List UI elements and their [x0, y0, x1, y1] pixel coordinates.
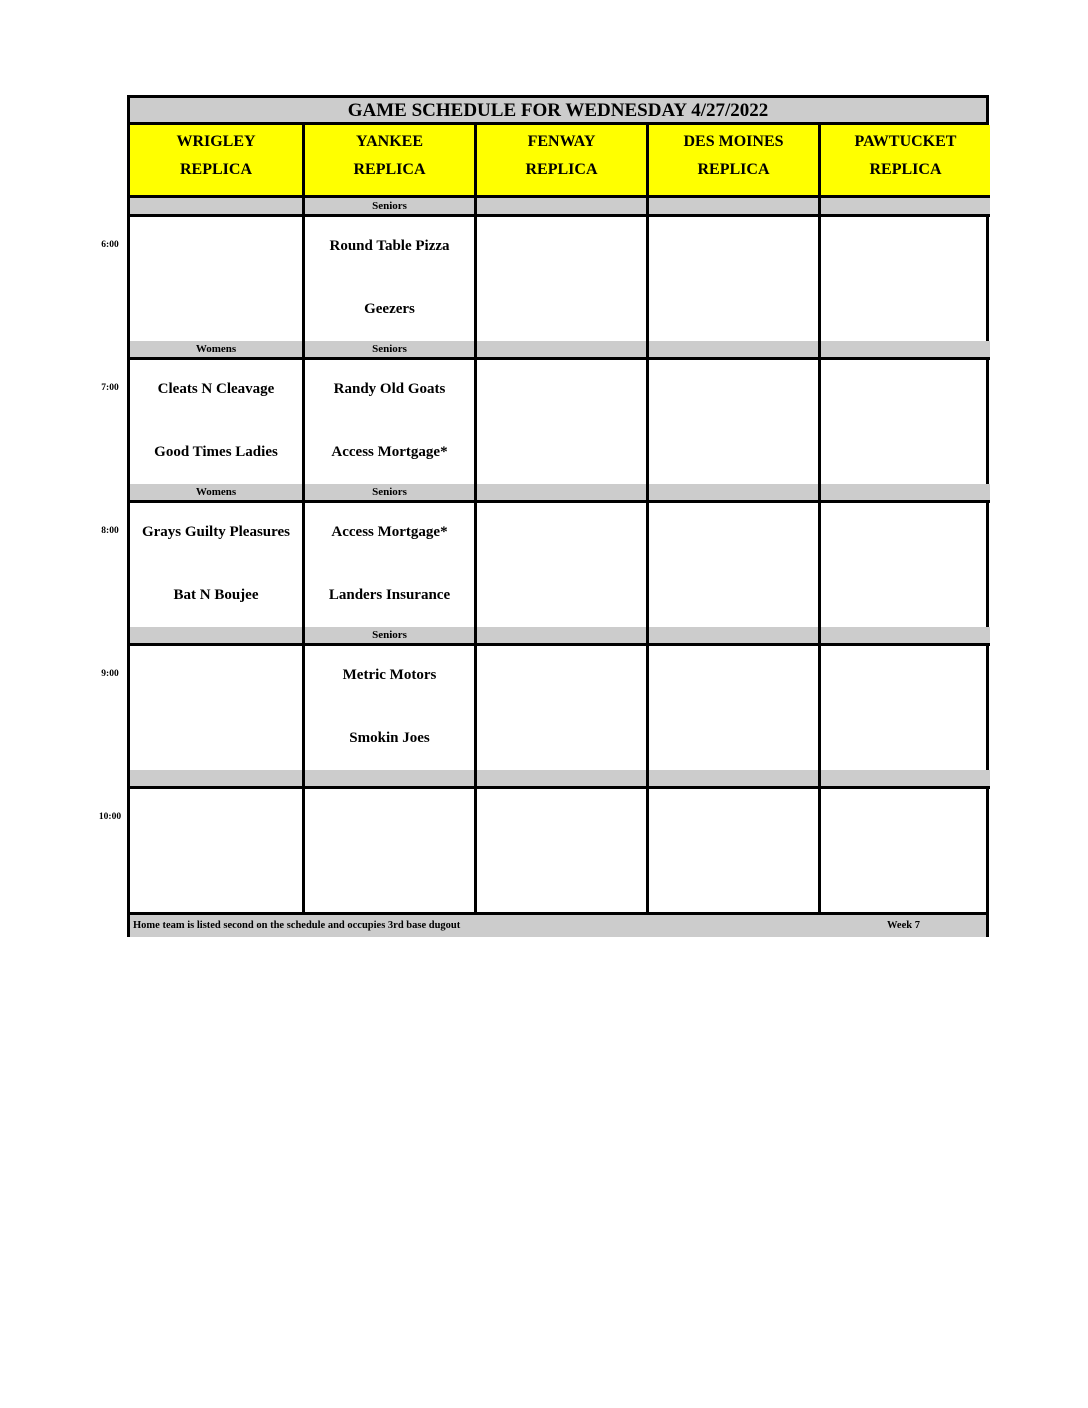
away-team: Grays Guilty Pleasures — [141, 524, 291, 540]
division-label — [305, 770, 474, 789]
time-label: 9:00 — [101, 669, 119, 679]
game-cell — [305, 503, 474, 630]
away-team: Randy Old Goats — [333, 381, 446, 397]
time-label: 10:00 — [98, 812, 122, 822]
game-cell — [477, 217, 646, 344]
division-label — [821, 484, 990, 503]
division-label — [130, 198, 302, 217]
division-label — [130, 627, 302, 646]
schedule-title: GAME SCHEDULE FOR WEDNESDAY 4/27/2022 — [130, 98, 986, 125]
division-label: Womens — [130, 484, 302, 503]
game-cell — [477, 503, 646, 630]
game-cell — [477, 360, 646, 487]
venue-name: FENWAY — [527, 133, 596, 150]
game-cell — [305, 217, 474, 344]
division-label — [477, 484, 646, 503]
schedule-footer — [130, 912, 986, 937]
game-cell — [649, 789, 818, 913]
game-cell — [821, 360, 990, 487]
venue-name: DES MOINES — [683, 133, 784, 150]
home-team: Good Times Ladies — [154, 444, 278, 460]
venue-header — [130, 125, 302, 198]
game-cell — [477, 789, 646, 913]
away-team: Round Table Pizza — [329, 238, 450, 254]
game-cell — [649, 217, 818, 344]
division-label — [649, 341, 818, 360]
venue-name: PAWTUCKET — [854, 133, 957, 150]
division-label — [477, 198, 646, 217]
game-cell — [130, 646, 302, 773]
venue-header — [477, 125, 646, 198]
venue-column — [646, 125, 818, 936]
game-cell — [649, 503, 818, 630]
venue-column — [818, 125, 990, 936]
division-label — [821, 627, 990, 646]
venue-name: WRIGLEY — [176, 133, 256, 150]
home-team: Access Mortgage* — [331, 444, 448, 460]
venue-subtitle: REPLICA — [869, 161, 942, 178]
venue-subtitle: REPLICA — [179, 161, 252, 178]
schedule-table — [127, 95, 989, 937]
home-team: Smokin Joes — [349, 730, 430, 746]
game-cell — [477, 646, 646, 773]
venue-column — [474, 125, 646, 936]
game-cell — [649, 646, 818, 773]
division-label — [649, 770, 818, 789]
week-label: Week 7 — [887, 920, 920, 931]
game-cell — [130, 217, 302, 344]
venue-subtitle: REPLICA — [697, 161, 770, 178]
division-label — [649, 627, 818, 646]
game-cell — [130, 789, 302, 913]
time-label: 6:00 — [101, 240, 119, 250]
game-cell — [130, 360, 302, 487]
venue-header — [649, 125, 818, 198]
venue-subtitle: REPLICA — [525, 161, 598, 178]
venue-header — [305, 125, 474, 198]
division-label — [477, 341, 646, 360]
game-cell — [130, 503, 302, 630]
game-cell — [305, 789, 474, 913]
away-team: Access Mortgage* — [331, 524, 448, 540]
venue-column — [302, 125, 474, 936]
division-label — [821, 341, 990, 360]
game-cell — [821, 646, 990, 773]
game-cell — [305, 646, 474, 773]
game-cell — [305, 360, 474, 487]
time-label: 7:00 — [101, 383, 119, 393]
division-label — [477, 627, 646, 646]
division-label — [130, 770, 302, 789]
home-team: Bat N Boujee — [173, 587, 259, 603]
footer-note: Home team is listed second on the schedule and occupies 3rd base dugout — [133, 920, 461, 931]
division-label — [649, 484, 818, 503]
venue-header — [821, 125, 990, 198]
venue-column — [130, 125, 302, 936]
game-cell — [649, 360, 818, 487]
division-label: Seniors — [305, 484, 474, 503]
division-label — [821, 770, 990, 789]
home-team: Landers Insurance — [328, 587, 451, 603]
division-label: Womens — [130, 341, 302, 360]
home-team: Geezers — [364, 301, 415, 317]
division-label — [649, 198, 818, 217]
division-label: Seniors — [305, 627, 474, 646]
away-team: Metric Motors — [342, 667, 437, 683]
division-label — [821, 198, 990, 217]
division-label: Seniors — [305, 341, 474, 360]
venue-name: YANKEE — [356, 133, 423, 150]
venue-subtitle: REPLICA — [353, 161, 426, 178]
division-label: Seniors — [305, 198, 474, 217]
away-team: Cleats N Cleavage — [157, 381, 275, 397]
game-cell — [821, 789, 990, 913]
division-label — [477, 770, 646, 789]
game-cell — [821, 503, 990, 630]
game-cell — [821, 217, 990, 344]
time-label: 8:00 — [101, 526, 119, 536]
